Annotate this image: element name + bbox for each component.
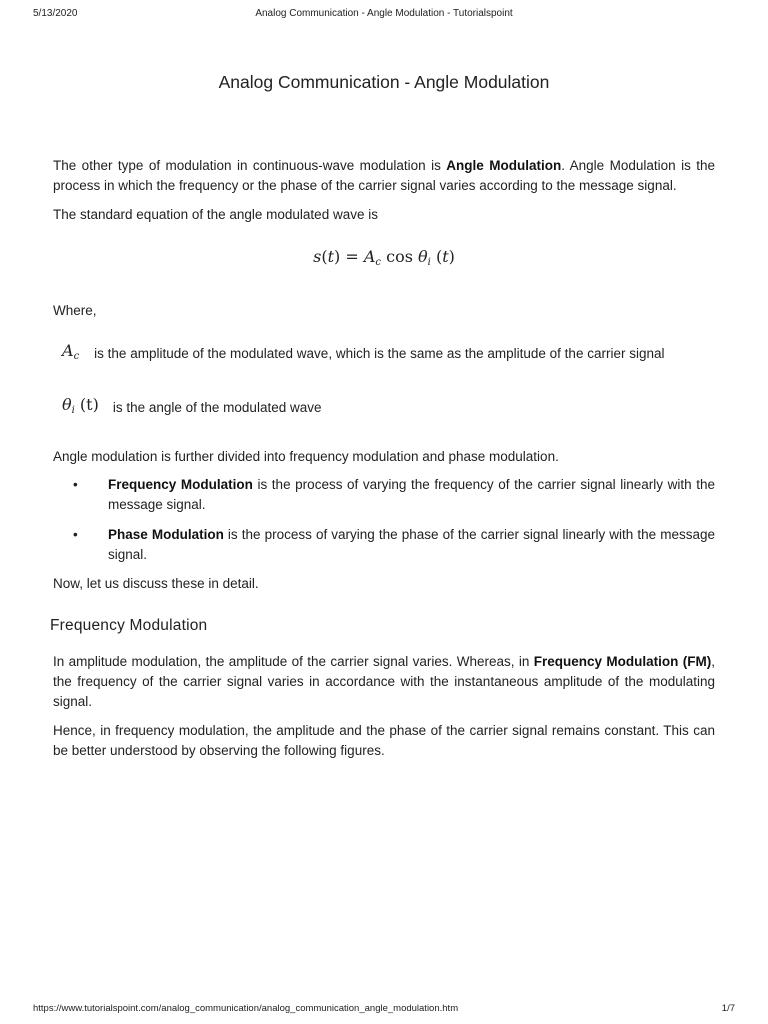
print-page-number: 1/7 xyxy=(721,1003,735,1014)
page-title: Analog Communication - Angle Modulation xyxy=(218,72,550,92)
print-header-title: Analog Communication - Angle Modulation - Tutorialspoint xyxy=(255,8,513,19)
angle-symbol: $\theta_i$ (t) xyxy=(62,395,99,416)
amplitude-description: is the amplitude of the modulated wave, which is the same as the amplitude of the carrier signal xyxy=(94,346,665,361)
where-label: Where, xyxy=(53,303,97,318)
division-paragraph: Angle modulation is further divided into frequency modulation and phase modulation. xyxy=(53,449,559,464)
symbol-amplitude-row xyxy=(53,333,715,375)
print-date: 5/13/2020 xyxy=(33,8,78,19)
symbol-angle-row xyxy=(53,387,715,429)
discuss-paragraph: Now, let us discuss these in detail. xyxy=(53,576,259,591)
frequency-modulation-term: Frequency Modulation xyxy=(108,477,253,492)
angle-modulation-term: Angle Modulation xyxy=(446,158,562,173)
article-body xyxy=(50,156,716,761)
list-item: • Frequency Modulation is the process of varying the frequency of the carrier signal linearly with the message signal. xyxy=(73,477,715,512)
angle-modulation-equation: $s(t) = A_c$ $\cos \theta_i$ (t) xyxy=(313,247,455,268)
equation-intro: The standard equation of the angle modulated wave is xyxy=(53,207,378,222)
modulation-types-list xyxy=(53,475,715,565)
list-item: • Phase Modulation is the process of varying the phase of the carrier signal linearly with the message signal. xyxy=(73,527,715,562)
fm-paragraph-1: In amplitude modulation, the amplitude of the carrier signal varies. Whereas, in Frequency Modulation (FM), the frequency of the carrier signal varies in accordance with the instantaneous amplitude of the modulating signal. xyxy=(53,654,715,709)
section-heading-frequency-modulation: Frequency Modulation xyxy=(50,617,208,634)
fm-term: Frequency Modulation (FM) xyxy=(533,654,712,669)
phase-modulation-term: Phase Modulation xyxy=(108,527,224,542)
print-footer-url: https://www.tutorialspoint.com/analog_communication/analog_communication_angle_modulation.htm xyxy=(33,1003,459,1014)
intro-paragraph: The other type of modulation in continuous-wave modulation is Angle Modulation. Angle Modulation is the process in which the frequency or the phase of the carrier signal varies according to the message signal. xyxy=(53,158,716,193)
amplitude-symbol: $A_c$ xyxy=(62,341,80,362)
angle-description: is the angle of the modulated wave xyxy=(112,400,322,415)
fm-paragraph-2: Hence, in frequency modulation, the amplitude and the phase of the carrier signal remains constant. This can be better understood by observing the following figures. xyxy=(53,723,715,758)
